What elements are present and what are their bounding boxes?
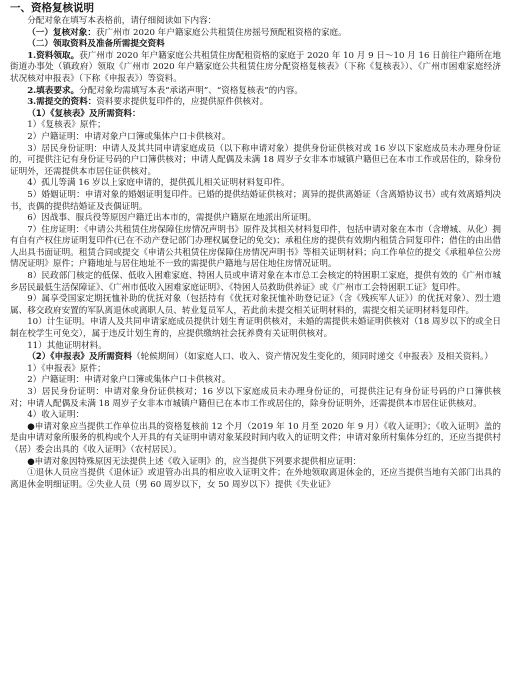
review-item-5: 5）婚姻证明：申请对象的婚姻证明复印件。已婚的提供结婚证供核对；离异的提供离婚证（含离婚协议书）或有效离婚判决书，丧偶的提供结婚证及丧偶证明。	[10, 189, 501, 212]
required-docs-label: 3.需提交的资料：	[27, 97, 97, 108]
income-proof-c: ①退休人员应当提供《退休证》或退管办出具的相应收入证明文件；在外地领取离退休金的，还应当提供当地有关部门出具的离退休金明细证明。②失业人员（男 60 周岁以下，女 50 周岁以下）提供《失业证》	[10, 468, 501, 490]
declaration-form-title: （2）《申报表》及所需资料	[27, 352, 132, 363]
declaration-item-1: 1）《申报表》原件；	[27, 363, 106, 374]
form-requirements-text: 分配对象均需填写本表“承诺声明”、“资格复核表”的内容。	[79, 85, 303, 96]
form-requirements	[10, 86, 501, 98]
section-title: 一、资格复核说明	[10, 2, 94, 14]
declaration-item-4: 4）收入证明：	[27, 410, 85, 421]
income-proof-a: ●申请对象应当提供工作单位出具的资格复核前 12 个月（2019 年 10 月至 2020 年 9 月）《收入证明》；《收入证明》盖的是由申请对象所服务的机构或个人开具的有关证明申请对象某段时间内收入的证明文件；申请对象所村集体分红的，还应当提供村（居）委会出具的《收入证明》（农村居民）。	[10, 421, 501, 455]
review-item-6: 6）因战事、服兵役等原因户籍迁出本市的，需提供户籍原在地派出所证明。	[27, 213, 317, 224]
review-item-1: 1）《复核表》原件；	[27, 120, 106, 131]
declaration-item-3: 3）居民身份证明：申请对象身份证供核对；16 岁以下家庭成员未办理身份证的，可提供注记有身份证号码的户口簿供核对；申请人配偶及未满 18 周岁子女非本市城镇户籍但已在本市工作或居住的，除身份证明外，还需提供本市居住证供核对。	[10, 387, 501, 409]
review-item-3: 3）居民身份证明：申请人及其共同申请家庭成员（以下称申请对象）提供身份证供核对或 16 岁以下家庭成员未办理身份证的，可提供注记有身份证号码的户口簿供核对；申请人配偶及未满 18 周岁子女非本市城镇户籍但已在本市工作或居住的，除身份证明外，还需提供本市居住证供核对。	[10, 143, 501, 177]
review-item-9: 9）属享受国家定期抚恤补助的优抚对象（包括持有《优抚对象抚恤补助登记证》（含《残疾军人证》）的优抚对象）、烈士遗属、移交政府安置的军队离退休或离职人员、转业复员军人，若此前未提交相关证明材料的，需提交相关证明材料复印件。	[10, 294, 501, 316]
review-target-text: 获广州市 2020 年户籍家庭公共租赁住房摇号预配租资格的家庭。	[95, 27, 347, 38]
required-docs-text: 资料要求提供复印件的，应提供原件供核对。	[96, 97, 269, 108]
declaration-item-2: 2）户籍证明：申请对象户口簿或集体户口卡供核对。	[27, 375, 231, 386]
materials-collection-label: 1.资料领取。	[27, 50, 80, 61]
review-item-8: 8）民政部门核定的低保、低收入困难家庭、特困人员或申请对象在本市总工会核定的特困职工家庭，提供有效的《广州市城乡居民最低生活保障证》、《广州市低收入困难家庭证明》、《特困人员救助供养证》或《广州市工会特困职工证》复印件。	[10, 271, 501, 293]
review-target	[10, 28, 501, 40]
declaration-form-note: （轮候期间）（如家庭人口、收入、资产情况发生变化的，须同时递交《申报表》及相关资料。）	[132, 352, 493, 363]
review-item-7: 7）住房证明：《申请公共租赁住房保障住房情况声明书》原件及其相关材料复印件，包括申请对象在本市（含增城、从化）拥有自有产权住房证明复印件(已在不动产登记部门办理权属登记的免交)；承租住房的提供有效期内租赁合同复印件；借住的由出借人出具书面证明。租赁合同或提交《申请公共租赁住房保障住房情况声明书》等相关证明材料；向工作单位的提交《承租单位公房情况证明》原件；户籍地址与居住地址不一致的需提供户籍地与居住地住房情况证明。	[10, 224, 502, 270]
income-proof-b: ●申请对象因特殊原因无法提供上述《收入证明》的，应当提供下列要求提供相应证明：	[27, 456, 362, 467]
materials-collection-text: 获广州市 2020 年户籍家庭公共租赁住房配租资格的家庭于 2020 年 10 月 9 日～10 月 16 日前往户籍所在地街道办事处（镇政府）领取《广州市 2020 年户籍家庭公共租赁住房分配资格复核表》（下称《复核表》）、《广州市困难家庭经济状况核对申报表》（下称《申报表》）等资料。	[10, 50, 501, 84]
materials-heading: （二）领取资料及准备所需提交资料	[27, 39, 165, 50]
review-item-4: 4）孤儿等满 16 岁以上家庭申请的，提供孤儿相关证明材料复印件。	[27, 178, 290, 189]
review-item-11: 11）其他证明材料。	[27, 340, 107, 351]
required-docs	[10, 97, 501, 109]
declaration-form-heading	[10, 352, 501, 364]
review-target-label: （一）复核对象：	[27, 27, 96, 38]
review-item-10: 10）计生证明。申请人及共同申请家庭成员提供计划生育证明供核对，未婚的需提供未婚证明供核对（18 周岁以下的或全日制在校学生可免交），属于违反计划生育的，应提供缴纳社会抚养费有关证明供核对。	[10, 317, 501, 340]
review-item-2: 2）户籍证明：申请对象户口簿或集体户口卡供核对。	[27, 131, 231, 142]
form-requirements-label: 2.填表要求。	[27, 85, 80, 96]
intro-text: 分配对象在填写本表格前，请仔细阅读如下内容：	[27, 16, 217, 26]
review-form-heading: （1）《复核表》及所需资料：	[27, 108, 141, 119]
materials-collection	[10, 51, 501, 86]
